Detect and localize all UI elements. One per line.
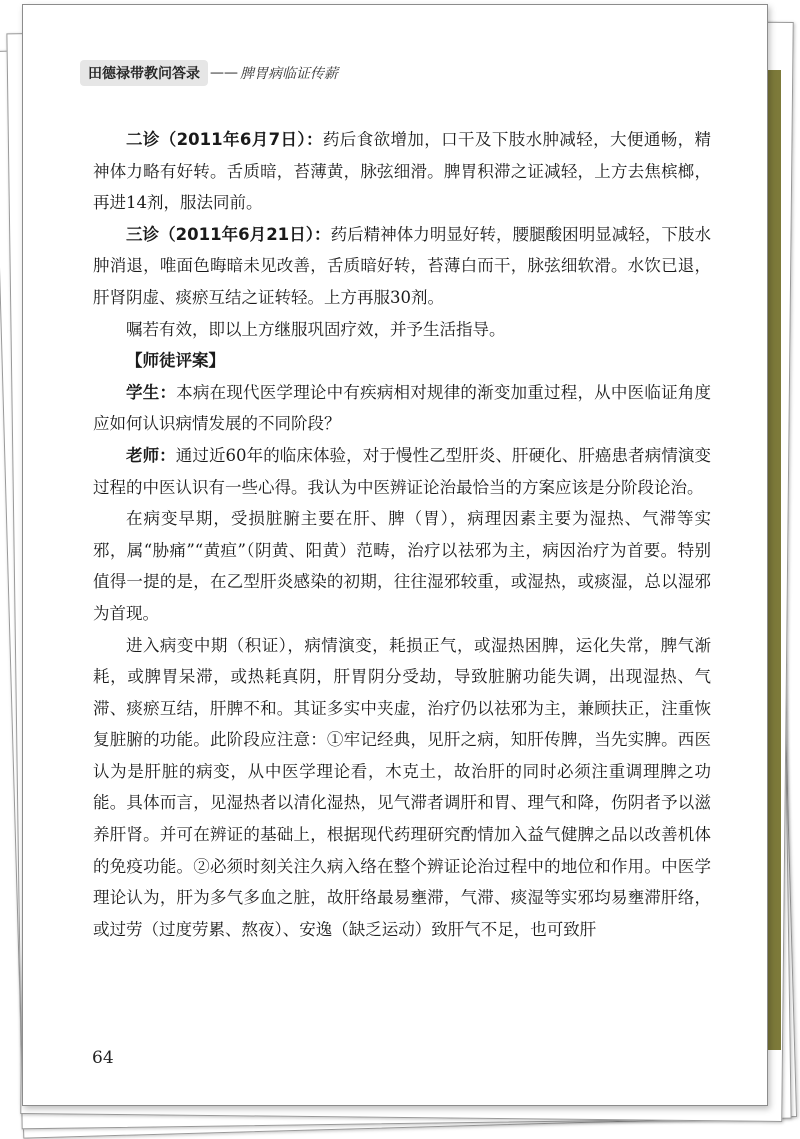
book-title: 田德禄带教问答录 bbox=[80, 60, 208, 86]
paragraph-text: 通过近60年的临床体验，对于慢性乙型肝炎、肝硬化、肝癌患者病情演变过程的中医认识有一些心得。我认为中医辨证论治最恰当的方案应该是分阶段论治。 bbox=[93, 445, 711, 497]
paragraph-advice bbox=[93, 314, 711, 346]
running-header bbox=[80, 60, 338, 86]
book-subtitle: 脾胃病临证传薪 bbox=[240, 66, 338, 82]
paragraph-middle-stage bbox=[93, 630, 711, 946]
page-body bbox=[93, 124, 711, 945]
paragraph-lead: 学生： bbox=[126, 382, 177, 402]
paragraph-text: 药后精神体力明显好转，腰腿酸困明显减轻，下肢水肿消退，唯面色晦暗未见改善，舌质暗好转，苔薄白而干，脉弦细软滑。水饮已退，肝肾阴虚、痰瘀互结之证转轻。上方再服30剂。 bbox=[93, 224, 711, 307]
paragraph-lead: 老师： bbox=[126, 445, 176, 465]
paragraph-teacher bbox=[93, 440, 711, 503]
paragraph-second-visit bbox=[93, 124, 711, 219]
paragraph-lead: 三诊（2011年6月21日）： bbox=[126, 224, 331, 244]
section-heading-text: 【师徒评案】 bbox=[126, 351, 225, 371]
paragraph-third-visit bbox=[93, 219, 711, 314]
paragraph-student bbox=[93, 377, 711, 440]
paragraph-text: 嘱若有效，即以上方继服巩固疗效，并予生活指导。 bbox=[126, 319, 506, 339]
book-spine-edge bbox=[766, 70, 781, 1050]
paragraph-text: 本病在现代医学理论中有疾病相对规律的渐变加重过程，从中医临证角度应如何认识病情发展的不同阶段？ bbox=[93, 382, 712, 434]
paragraph-lead: 二诊（2011年6月7日）： bbox=[126, 130, 323, 149]
header-dash: —— bbox=[210, 65, 238, 81]
section-heading bbox=[93, 345, 711, 377]
paragraph-text: 进入病变中期（积证），病情演变，耗损正气，或湿热困脾，运化失常，脾气渐耗，或脾胃呆滞，或热耗真阴，肝胃阴分受劫，导致脏腑功能失调，出现湿热、气滞、痰瘀互结，肝脾不和。其证多实中夹虚，治疗仍以祛邪为主，兼顾扶正，注重恢复脏腑的功能。此阶段应注意：①牢记经典，见肝之病，知肝传脾，当先实脾。西医认为是肝脏的病变，从中医学理论看，木克土，故治肝的同时必须注重调理脾之功能。具体而言，见湿热者以清化湿热，见气滞者调肝和胃、理气和降，伤阴者予以滋养肝肾。并可在辨证的基础上，根据现代药理研究酌情加入益气健脾之品以改善机体的免疫功能。②必须时刻关注久病入络在整个辨证论治过程中的地位和作用。中医学理论认为，肝为多气多血之脏，故肝络最易壅滞，气滞、痰湿等实邪均易壅滞肝络，或过劳（过度劳累、熬夜）、安逸（缺乏运动）致肝气不足，也可致肝 bbox=[93, 635, 711, 939]
paragraph-early-stage bbox=[93, 503, 711, 629]
paragraph-text: 在病变早期，受损脏腑主要在肝、脾（胃），病理因素主要为湿热、气滞等实邪，属“胁痛”“黄疸”（阴黄、阳黄）范畴，治疗以祛邪为主，病因治疗为首要。特别值得一提的是，在乙型肝炎感染的初期，往往湿邪较重，或湿热，或痰湿，总以湿邪为首现。 bbox=[93, 509, 711, 623]
paragraph-text: 药后食欲增加，口干及下肢水肿减轻，大便通畅，精神体力略有好转。舌质暗，苔薄黄，脉弦细滑。脾胃积滞之证减轻，上方去焦槟榔，再进14剂，服法同前。 bbox=[93, 130, 711, 213]
page-number: 64 bbox=[92, 1048, 114, 1068]
